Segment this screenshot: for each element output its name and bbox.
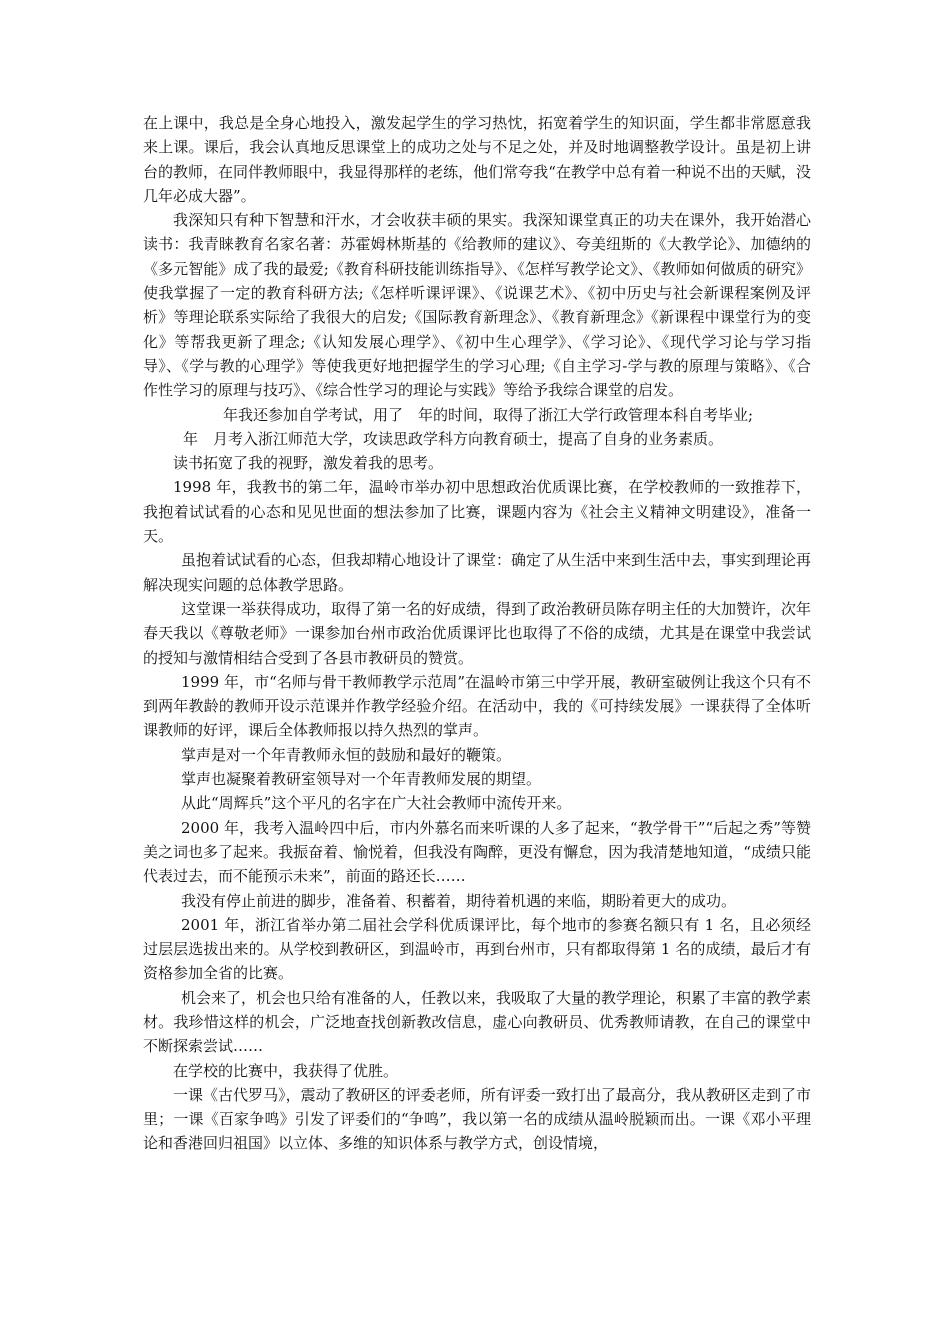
paragraph-7: 虽抱着试试看的心态，但我却精心地设计了课堂：确定了从生活中来到生活中去，事实到理论再解决现实问题的总体教学思路。 xyxy=(143,551,812,594)
paragraph-18: 一课《古代罗马》，震动了教研区的评委老师，所有评委一致打出了最高分，我从教研区走到了市里；一课《百家争鸣》引发了评委们的“争鸣”，我以第一名的成绩从温岭脱颖而出。一课《邓小平理论和香港回归祖国》以立体、多维的知识体系与教学方式，创设情境， xyxy=(143,1085,811,1153)
paragraph-3: 年我还参加自学考试，用了 年的时间，取得了浙江大学行政管理本科自考毕业; xyxy=(223,405,754,424)
paragraph-16: 机会来了，机会也只给有准备的人，任教以来，我吸取了大量的教学理论，积累了丰富的教学素材。我珍惜这样的机会，广泛地查找创新教改信息，虚心向教研员、优秀教师请教，在自己的课堂中不断探索尝试…… xyxy=(143,988,812,1056)
paragraph-14: 我没有停止前进的脚步，准备着、积蓄着，期待着机遇的来临，期盼着更大的成功。 xyxy=(181,891,737,910)
paragraph-17: 在学校的比赛中，我获得了优胜。 xyxy=(173,1061,399,1080)
paragraph-8: 这堂课一举获得成功，取得了第一名的好成绩，得到了政治教研员陈存明主任的大加赞许，次年春天我以《尊敬老师》一课参加台州市政治优质课评比也取得了不俗的成绩，尤其是在课堂中我尝试的授知与激情相结合受到了各县市教研员的赞赏。 xyxy=(143,599,812,667)
document-page xyxy=(143,111,811,1156)
paragraph-10: 掌声是对一个年青教师永恒的鼓励和最好的鞭策。 xyxy=(181,745,512,764)
paragraph-13: 2000 年，我考入温岭四中后，市内外慕名而来听课的人多了起来，“教学骨干”“后起之秀”等赞美之词也多了起来。我振奋着、愉悦着，但我没有陶醉，更没有懈怠，因为我清楚地知道，“成绩只能代表过去，而不能预示未来”，前面的路还长…… xyxy=(143,818,811,886)
paragraph-5: 读书拓宽了我的视野，激发着我的思考。 xyxy=(173,454,444,473)
paragraph-11: 掌声也凝聚着教研室领导对一个年青教师发展的期望。 xyxy=(181,770,542,789)
paragraph-15: 2001 年，浙江省举办第二届社会学科优质课评比，每个地市的参赛名额只有 1 名，且必须经过层层选拔出来的。从学校到教研区，到温岭市，再到台州市，只有都取得第 1 名的成绩，最后才有资格参加全省的比赛。 xyxy=(143,915,811,983)
paragraph-4: 年 月考入浙江师范大学，攻读思政学科方向教育硕士，提高了自身的业务素质。 xyxy=(183,429,724,448)
paragraph-12: 从此“周辉兵”这个平凡的名字在广大社会教师中流传开来。 xyxy=(181,794,572,813)
paragraph-6: 1998 年，我教书的第二年，温岭市举办初中思想政治优质课比赛，在学校教师的一致推荐下，我抱着试试看的心态和见见世面的想法参加了比赛，课题内容为《社会主义精神文明建设》，准备一天。 xyxy=(143,478,811,546)
paragraph-9: 1999 年，市“名师与骨干教师教学示范周”在温岭市第三中学开展，教研室破例让我这个只有不到两年教龄的教师开设示范课并作教学经验介绍。在活动中，我的《可持续发展》一课获得了全体听课教师的好评，课后全体教师报以持久热烈的掌声。 xyxy=(143,672,811,740)
paragraph-1: 在上课中，我总是全身心地投入，激发起学生的学习热忱，拓宽着学生的知识面，学生都非常愿意我来上课。课后，我会认真地反思课堂上的成功之处与不足之处，并及时地调整教学设计。虽是初上讲台的教师，在同伴教师眼中，我显得那样的老练，他们常夸我“在教学中总有着一种说不出的天赋，没几年必成大器”。 xyxy=(143,114,811,205)
paragraph-2: 我深知只有种下智慧和汗水，才会收获丰硕的果实。我深知课堂真正的功夫在课外，我开始潜心读书：我青睐教育名家名著：苏霍姆林斯基的《给教师的建议》、夸美纽斯的《大教学论》、加德纳的《多元智能》成了我的最爱;《教育科研技能训练指导》、《怎样写教学论文》、《教师如何做质的研究》使我掌握了一定的教育科研方法;《怎样听课评课》、《说课艺术》、《初中历史与社会新课程案例及评析》等理论联系实际给了我很大的启发;《国际教育新理念》、《教育新理念》《新课程中课堂行为的变化》等帮我更新了理念;《认知发展心理学》、《初中生心理学》、《学习论》、《现代学习论与学习指导》、《学与教的心理学》等使我更好地把握学生的学习心理;《自主学习-学与教的原理与策略》、《合作性学习的原理与技巧》、《综合性学习的理论与实践》等给予我综合课堂的启发。 xyxy=(143,211,811,400)
